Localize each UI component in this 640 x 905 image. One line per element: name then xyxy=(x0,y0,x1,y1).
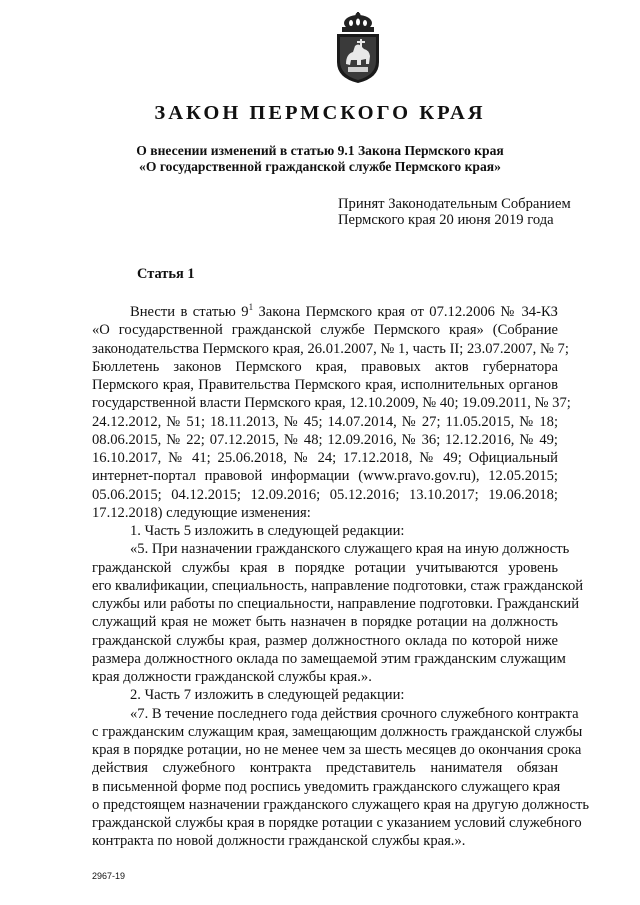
article-body xyxy=(92,302,590,851)
body-line: интернет-портал правовой информации (www.pravo.gov.ru), 12.05.2015; xyxy=(92,468,558,485)
body-line: 24.12.2012, № 51; 18.11.2013, № 45; 14.07.2014, № 27; 11.05.2015, № 18; xyxy=(92,413,558,430)
article-title: Статья 1 xyxy=(137,266,195,282)
body-line: гражданской службы края в порядке ротации учитываются уровень xyxy=(92,559,558,576)
body-line: гражданской службы края в порядке ротации с указанием условий служебного xyxy=(92,815,582,831)
body-line: 05.06.2015; 04.12.2015; 12.09.2016; 05.12.2016; 13.10.2017; 19.06.2018; xyxy=(92,486,558,503)
adoption-line: Принят Законодательным Собранием xyxy=(338,196,571,212)
body-line: законодательства Пермского края, 26.01.2007, № 1, часть II; 23.07.2007, № 7; xyxy=(92,340,569,357)
item-heading: 1. Часть 5 изложить в следующей редакции: xyxy=(130,523,405,539)
adoption-line: Пермского края 20 июня 2019 года xyxy=(338,212,554,228)
body-line: Бюллетень законов Пермского края, правовых актов губернатора xyxy=(92,358,558,375)
body-line: «5. При назначении гражданского служащего края на иную должность xyxy=(130,541,570,558)
document-subtitle xyxy=(0,143,640,175)
body-line: гражданской службы края, размер должностного оклада по которой ниже xyxy=(92,632,558,649)
body-line: службы или работы по специальности, направление подготовки. Гражданский xyxy=(92,596,580,612)
body-line: действия служебного контракта представитель нанимателя обязан xyxy=(92,760,558,777)
body-line: края в порядке ротации, но не менее чем за шесть месяцев до окончания срока xyxy=(92,742,582,758)
item-heading: 2. Часть 7 изложить в следующей редакции: xyxy=(130,687,405,704)
body-line: государственной власти Пермского края, 12.10.2009, № 40; 19.09.2011, № 37; xyxy=(92,395,571,412)
subtitle-line: «О государственной гражданской службе Пермского края» xyxy=(139,159,501,174)
body-line: с гражданским служащим края, замещающим должность гражданской службы xyxy=(92,723,583,740)
body-line: размера должностного оклада по замещаемой этим гражданским служащим xyxy=(92,650,566,667)
body-line: края должности гражданской службы края.». xyxy=(92,669,372,685)
body-line: Внести в статью $9^1$ Закона Пермского края от 07.12.2006 № 34-КЗ xyxy=(130,302,558,320)
subtitle-line: О внесении изменений в статью 9.1 Закона Пермского края xyxy=(136,143,504,158)
body-line: 17.12.2018) следующие изменения: xyxy=(92,504,311,521)
body-line: о предстоящем назначении гражданского служащего края на другую должность xyxy=(92,796,590,813)
body-line: 08.06.2015, № 22; 07.12.2015, № 48; 12.09.2016, № 36; 12.12.2016, № 49; xyxy=(92,431,558,448)
body-line: служащий края не может быть назначен в порядке ротации на должность xyxy=(92,614,558,631)
body-line: его квалификации, специальность, направление подготовки, стаж гражданской xyxy=(92,577,584,594)
body-line: в письменной форме под роспись уведомить гражданского служащего края xyxy=(92,778,561,795)
perm-krai-coat-of-arms-icon xyxy=(331,12,385,84)
document-code: 2967-19 xyxy=(92,871,126,881)
body-line: 16.10.2017, № 41; 25.06.2018, № 24; 17.12.2018, № 49; Официальный xyxy=(92,450,558,466)
body-line: контракта по новой должности гражданской службы края.». xyxy=(92,833,466,850)
document-title: ЗАКОН ПЕРМСКОГО КРАЯ xyxy=(154,102,486,124)
adoption-note xyxy=(338,196,571,228)
body-line: «7. В течение последнего года действия срочного служебного контракта xyxy=(130,705,579,722)
body-line: Пермского края, Правительства Пермского края, исполнительных органов xyxy=(92,377,558,393)
body-line: «О государственной гражданской службе Пермского края» (Собрание xyxy=(92,322,558,339)
